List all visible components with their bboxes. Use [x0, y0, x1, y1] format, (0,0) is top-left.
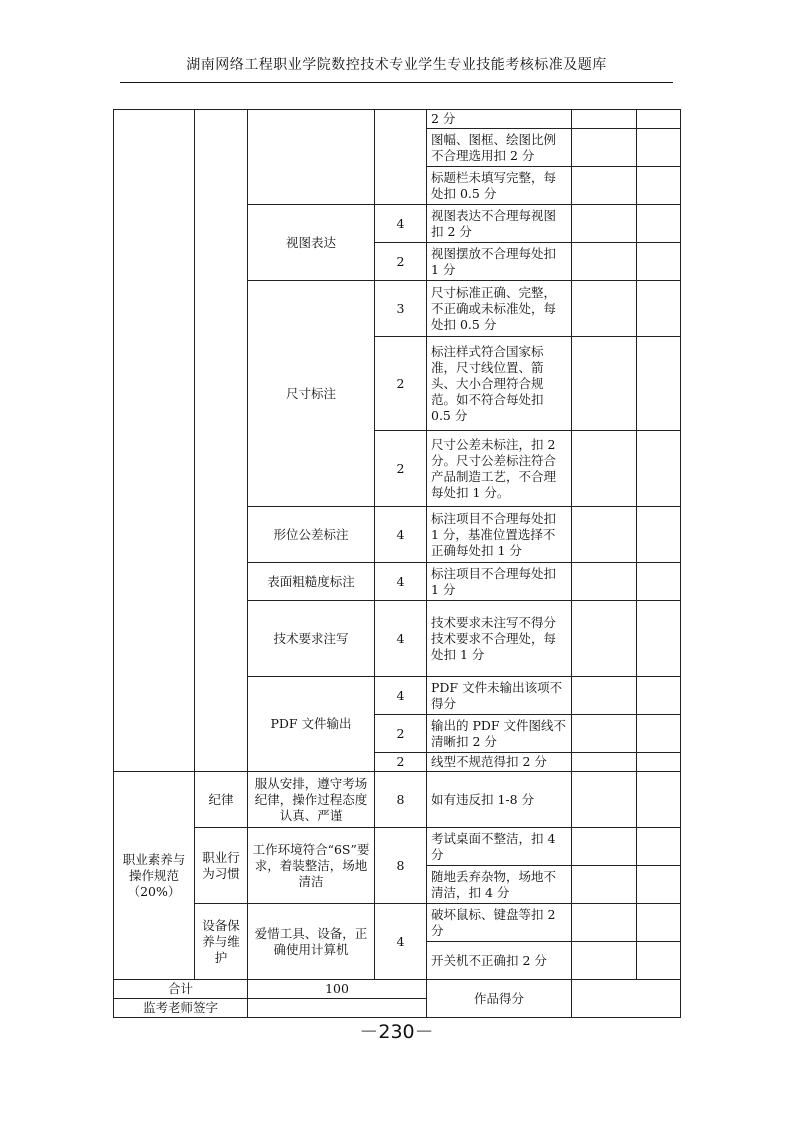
score-cell: 3 — [375, 281, 427, 337]
remark-cell — [637, 243, 681, 281]
criteria-cell: 破坏鼠标、键盘等扣 2 分 — [427, 904, 572, 942]
result-cell — [572, 281, 637, 337]
score-cell: 4 — [375, 563, 427, 601]
item-cell: 爱惜工具、设备，正确使用计算机 — [248, 904, 375, 980]
item-cell — [248, 110, 375, 205]
score-cell: 4 — [375, 601, 427, 677]
remark-cell — [637, 715, 681, 753]
result-cell — [572, 772, 637, 828]
criteria-cell: 视图摆放不合理每处扣 1 分 — [427, 243, 572, 281]
result-cell — [572, 243, 637, 281]
criteria-cell: 如有违反扣 1-8 分 — [427, 772, 572, 828]
item-cell: 技术要求注写 — [248, 601, 375, 677]
score-cell: 4 — [375, 677, 427, 715]
item-cell: 尺寸标注 — [248, 281, 375, 507]
header-rule — [120, 82, 673, 83]
result-cell — [572, 715, 637, 753]
criteria-cell: 考试桌面不整洁，扣 4 分 — [427, 828, 572, 866]
result-cell — [572, 205, 637, 243]
score-cell: 2 — [375, 243, 427, 281]
score-cell — [375, 110, 427, 205]
score-cell: 2 — [375, 753, 427, 772]
table-row — [114, 904, 681, 942]
table-row — [114, 110, 681, 129]
criteria-cell: 尺寸标准正确、完整，不正确或未标准处，每处扣 0.5 分 — [427, 281, 572, 337]
result-cell — [572, 866, 637, 904]
remark-cell — [637, 904, 681, 942]
remark-cell — [637, 337, 681, 431]
result-cell — [572, 942, 637, 980]
subcategory-cell: 纪律 — [195, 772, 248, 828]
total-label: 合计 — [114, 980, 248, 999]
criteria-cell: 线型不规范得扣 2 分 — [427, 753, 572, 772]
subcategory-cell: 设备保养与维护 — [195, 904, 248, 980]
score-cell: 8 — [375, 772, 427, 828]
criteria-cell: 标注项目不合理每处扣 1 分，基准位置选择不正确每处扣 1 分 — [427, 507, 572, 563]
result-cell — [572, 167, 637, 205]
category-cell — [114, 110, 195, 772]
item-cell: 工作环境符合“6S”要求，着装整洁，场地清洁 — [248, 828, 375, 904]
criteria-cell: PDF 文件未输出该项不得分 — [427, 677, 572, 715]
criteria-cell: 标注项目不合理每处扣 1 分 — [427, 563, 572, 601]
score-cell: 4 — [375, 904, 427, 980]
item-cell: 视图表达 — [248, 205, 375, 281]
page-number: －230－ — [359, 1021, 434, 1043]
score-cell: 8 — [375, 828, 427, 904]
result-cell — [572, 431, 637, 507]
result-cell — [572, 601, 637, 677]
criteria-cell: 视图表达不合理每视图扣 2 分 — [427, 205, 572, 243]
item-cell: 服从安排，遵守考场纪律，操作过程态度认真、严谨 — [248, 772, 375, 828]
result-cell — [572, 563, 637, 601]
criteria-cell: 输出的 PDF 文件图线不清晰扣 2 分 — [427, 715, 572, 753]
result-cell — [572, 904, 637, 942]
criteria-cell: 技术要求未注写不得分 技术要求不合理处，每处扣 1 分 — [427, 601, 572, 677]
result-cell — [572, 129, 637, 167]
supervisor-label: 监考老师签字 — [114, 999, 248, 1018]
remark-cell — [637, 129, 681, 167]
remark-cell — [637, 431, 681, 507]
criteria-cell: 标注样式符合国家标准，尺寸线位置、箭头、大小合理符合规范。如不符合每处扣 0.5 分 — [427, 337, 572, 431]
result-cell — [572, 677, 637, 715]
remark-cell — [637, 866, 681, 904]
score-cell: 2 — [375, 431, 427, 507]
scoring-table — [113, 109, 681, 1018]
result-cell — [572, 753, 637, 772]
table-row — [114, 772, 681, 828]
work-score-value — [572, 980, 681, 1018]
remark-cell — [637, 563, 681, 601]
criteria-cell: 标题栏未填写完整，每处扣 0.5 分 — [427, 167, 572, 205]
criteria-cell: 图幅、图框、绘图比例不合理选用扣 2 分 — [427, 129, 572, 167]
remark-cell — [637, 601, 681, 677]
remark-cell — [637, 281, 681, 337]
item-cell: 形位公差标注 — [248, 507, 375, 563]
remark-cell — [637, 507, 681, 563]
total-row — [114, 980, 681, 999]
work-score-label: 作品得分 — [427, 980, 572, 1018]
table-row — [114, 828, 681, 866]
remark-cell — [637, 942, 681, 980]
criteria-cell: 随地丢弃杂物，场地不清洁，扣 4 分 — [427, 866, 572, 904]
subcategory-cell — [195, 110, 248, 772]
result-cell — [572, 507, 637, 563]
item-cell: 表面粗糙度标注 — [248, 563, 375, 601]
result-cell — [572, 828, 637, 866]
score-cell: 4 — [375, 205, 427, 243]
subcategory-cell: 职业行为习惯 — [195, 828, 248, 904]
remark-cell — [637, 677, 681, 715]
remark-cell — [637, 110, 681, 129]
category-cell: 职业素养与操作规范（20%） — [114, 772, 195, 980]
score-cell: 2 — [375, 715, 427, 753]
page-header: 湖南网络工程职业学院数控技术专业学生专业技能考核标准及题库 — [186, 57, 607, 73]
criteria-cell: 2 分 — [427, 110, 572, 129]
supervisor-signature-cell — [248, 999, 427, 1018]
criteria-cell: 尺寸公差未标注，扣 2 分。尺寸公差标注符合产品制造工艺，不合理每处扣 1 分。 — [427, 431, 572, 507]
remark-cell — [637, 167, 681, 205]
remark-cell — [637, 753, 681, 772]
result-cell — [572, 337, 637, 431]
criteria-cell: 开关机不正确扣 2 分 — [427, 942, 572, 980]
item-cell: PDF 文件输出 — [248, 677, 375, 772]
result-cell — [572, 110, 637, 129]
remark-cell — [637, 772, 681, 828]
remark-cell — [637, 205, 681, 243]
score-cell: 2 — [375, 337, 427, 431]
remark-cell — [637, 828, 681, 866]
total-value: 100 — [248, 980, 427, 999]
score-cell: 4 — [375, 507, 427, 563]
